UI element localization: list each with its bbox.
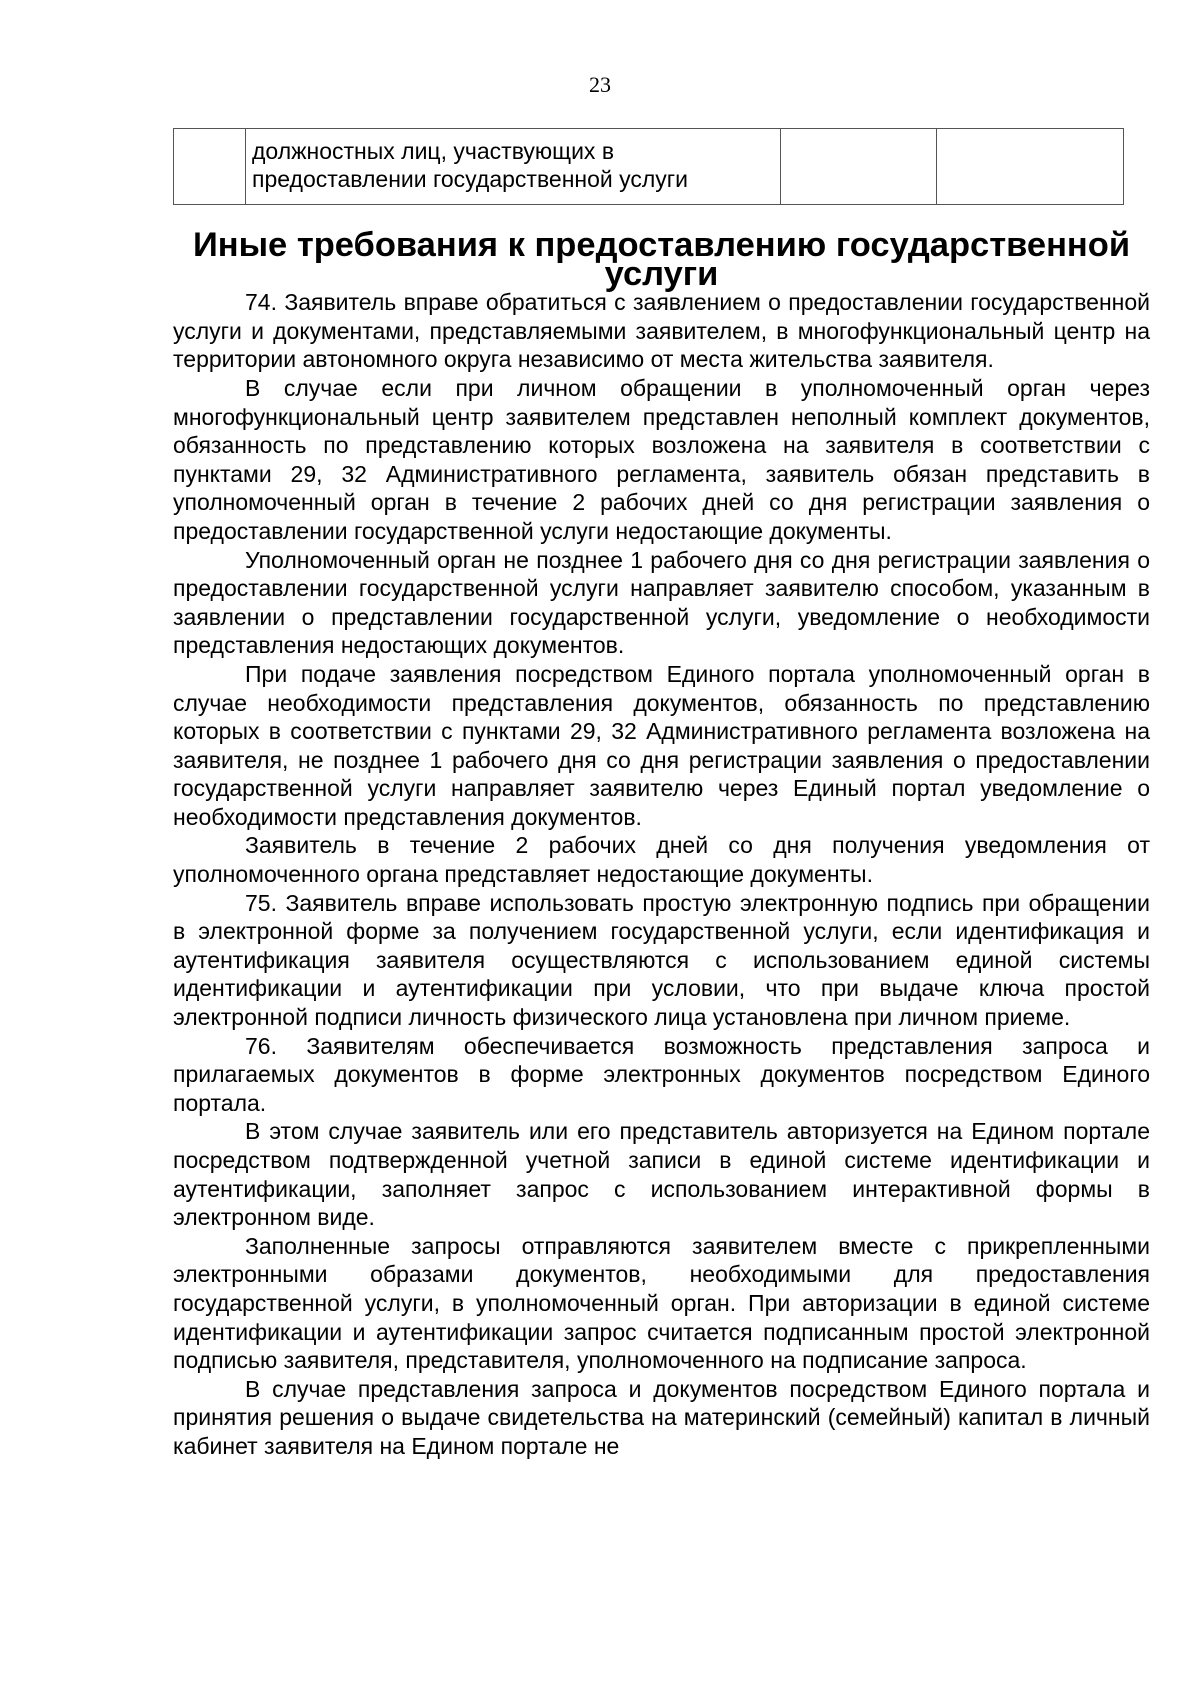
table-cell-description: должностных лиц, участвующих в предоставлении государственной услуги bbox=[246, 129, 781, 205]
table-cell-empty bbox=[781, 129, 937, 205]
table-cell-empty bbox=[937, 129, 1124, 205]
paragraph: В этом случае заявитель или его представитель авторизуется на Едином портале посредством подтвержденной учетной записи в единой системе идентификации и аутентификации, заполняет запрос с использованием интерактивной формы в электронном виде. bbox=[173, 1118, 1150, 1231]
paragraph: При подаче заявления посредством Единого портала уполномоченный орган в случае необходимости представления документов, обязанность по представлению которых в соответствии с пунктами 29, 32 Административного регламента возложена на заявителя, не позднее 1 рабочего дня со дня регистрации заявления о предоставлении государственной услуги направляет заявителю через Единый портал уведомление о необходимости представления документов. bbox=[173, 660, 1150, 830]
paragraph: Заявитель в течение 2 рабочих дней со дня получения уведомления от уполномоченного органа представляет недостающие документы. bbox=[173, 832, 1150, 888]
paragraph: В случае представления запроса и документов посредством Единого портала и принятия решения о выдаче свидетельства на материнский (семейный) капитал в личный кабинет заявителя на Едином портале не bbox=[173, 1375, 1150, 1459]
table-row bbox=[174, 129, 1124, 205]
table-cell-number bbox=[174, 129, 246, 205]
document-body bbox=[173, 226, 1150, 1461]
paragraph: 74. Заявитель вправе обратиться с заявлением о предоставлении государственной услуги и документами, представляемыми заявителем, в многофункциональный центр на территории автономного округа независимо от места жительства заявителя. bbox=[173, 289, 1150, 373]
paragraph: 75. Заявитель вправе использовать простую электронную подпись при обращении в электронной форме за получением государственной услуги, если идентификация и аутентификация заявителя осуществляются с использованием единой системы идентификации и аутентификации при условии, что при выдаче ключа простой электронной подписи личность физического лица установлена при личном приеме. bbox=[173, 889, 1150, 1031]
paragraph: Уполномоченный орган не позднее 1 рабочего дня со дня регистрации заявления о предоставлении государственной услуги направляет заявителю способом, указанным в заявлении о представлении государственной услуги, уведомление о необходимости представления недостающих документов. bbox=[173, 546, 1150, 659]
section-title: Иные требования к предоставлению государственной услуги bbox=[192, 226, 1131, 293]
paragraph: 76. Заявителям обеспечивается возможность представления запроса и прилагаемых документов в форме электронных документов посредством Единого портала. bbox=[173, 1032, 1150, 1116]
paragraph: В случае если при личном обращении в уполномоченный орган через многофункциональный центр заявителем представлен неполный комплект документов, обязанность по представлению которых возложена на заявителя в соответствии с пунктами 29, 32 Административного регламента, заявитель обязан представить в уполномоченный орган в течение 2 рабочих дней со дня регистрации заявления о предоставлении государственной услуги недостающие документы. bbox=[173, 374, 1150, 544]
paragraph: Заполненные запросы отправляются заявителем вместе с прикрепленными электронными образами документов, необходимыми для предоставления государственной услуги, в уполномоченный орган. При авторизации в единой системе идентификации и аутентификации запрос считается подписанным простой электронной подписью заявителя, представителя, уполномоченного на подписание запроса. bbox=[173, 1232, 1150, 1374]
continuation-table bbox=[173, 128, 1124, 205]
page-number: 23 bbox=[589, 72, 611, 97]
